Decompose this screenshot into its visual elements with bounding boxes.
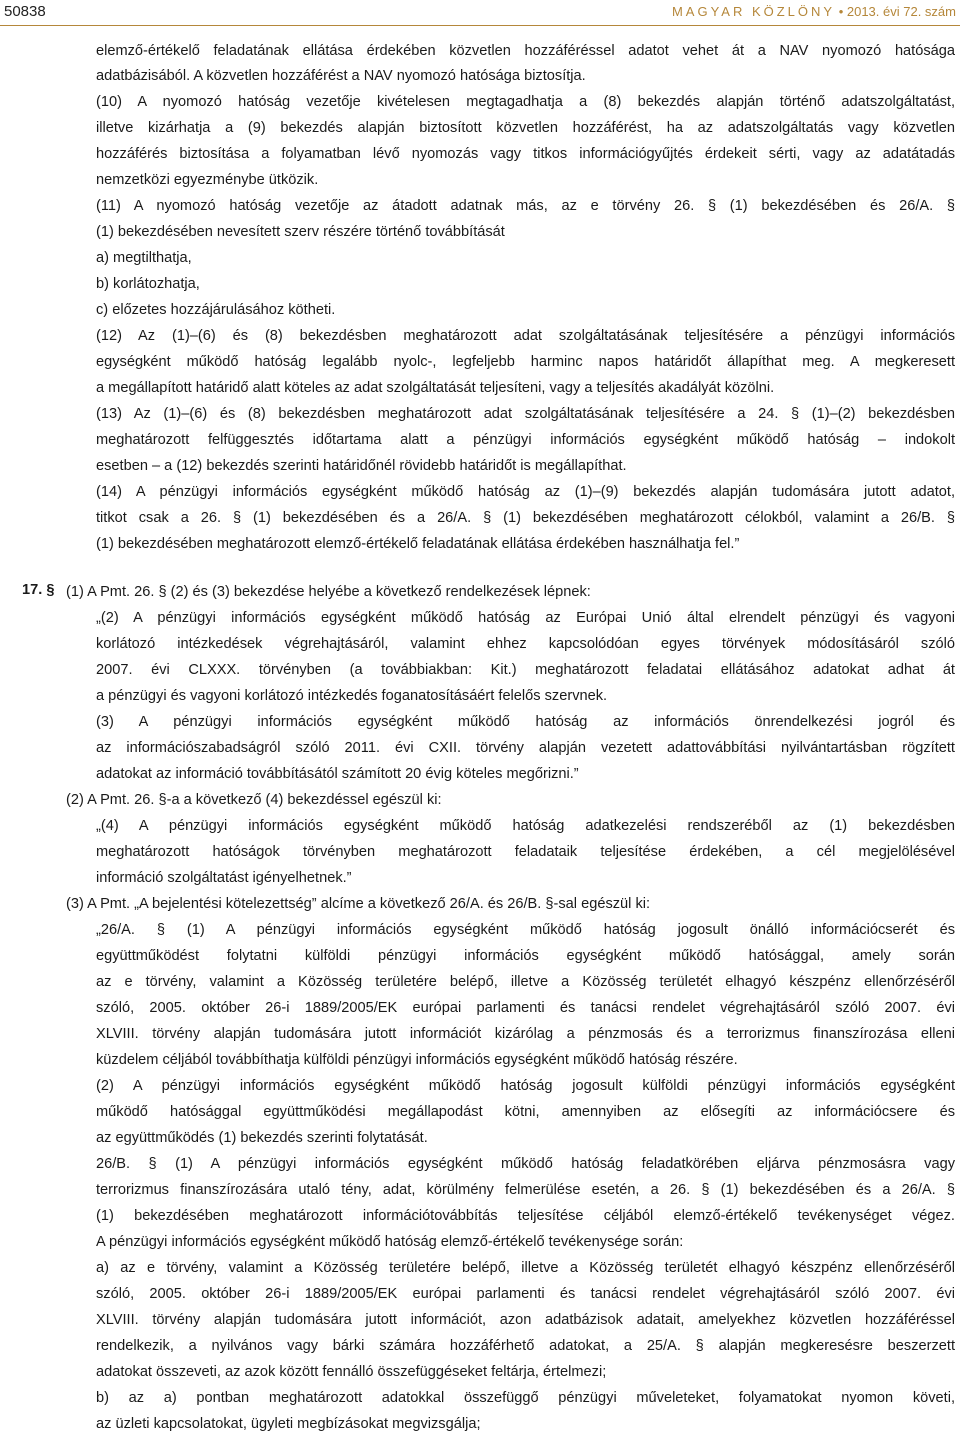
text-line: adatbázisából. A közvetlen hozzáférést a NAV nyomozó hatósága biztosítja. <box>96 68 586 84</box>
text-line: (11) A nyomozó hatóság vezetője az átadott adatnak más, az e törvény 26. § (1) bekezdésében és 26/A. § <box>96 198 955 214</box>
text-line: működő hatósággal együttműködési megállapodást kötni, amennyiben az elősegíti az információcsere és <box>96 1104 955 1120</box>
text-line: hozzáférés biztosítása a folyamatban lévő nyomozás vagy titkos információgyűjtés érdekeit sérti, vagy az adatátadás <box>96 146 955 162</box>
header-rule <box>0 25 960 26</box>
text-line: korlátozó intézkedések végrehajtásáról, valamint ehhez kapcsolódóan egyes törvények módosításáról szóló <box>96 636 955 652</box>
text-line: egységként működő hatóság legalább nyolc-, legfeljebb harminc napos határidőt állapíthat meg. A megkeresett <box>96 354 955 370</box>
text-line: b) korlátozhatja, <box>96 276 200 292</box>
text-line: (2) A Pmt. 26. §-a a következő (4) bekezdéssel egészül ki: <box>66 792 442 808</box>
text-line: (14) A pénzügyi információs egységként működő hatóság az (1)–(9) bekezdés alapján tudomására jutott adatot, <box>96 484 955 500</box>
text-line: nemzetközi egyezménybe ütközik. <box>96 172 319 188</box>
text-line: a) megtilthatja, <box>96 250 192 266</box>
text-line: XLVIII. törvény alapján tudomására jutott információt, azon adatbázisok adatait, amelyekhez közvetlen hozzáféréssel <box>96 1312 955 1328</box>
text-line: 26/B. § (1) A pénzügyi információs egységként működő hatóság feladatkörében eljárva pénzmosásra vagy <box>96 1156 955 1172</box>
text-line: b) az a) pontban meghatározott adatokkal összefüggő pénzügyi műveleteket, folyamatokat nyomon követi, <box>96 1390 955 1406</box>
text-line: 2007. évi CLXXX. törvényben (a továbbiakban: Kit.) meghatározott feladatai ellátásához adatokat adhat át <box>96 662 955 678</box>
text-line: az e törvény, valamint a Közösség területére belépő, illetve a Közösség területét elhagyó készpénz ellenőrzéséről <box>96 974 955 990</box>
text-line: esetben – a (12) bekezdés szerinti határidőnél rövidebb határidőt is megállapíthat. <box>96 458 627 474</box>
text-line: (3) A pénzügyi információs egységként működő hatóság az információs önrendelkezési jogról és <box>96 714 955 730</box>
running-head <box>672 4 956 19</box>
text-line: (1) bekezdésében meghatározott elemző-értékelő feladatának ellátása érdekében használhatja fel.” <box>96 536 740 552</box>
text-line: illetve kizárhatja a (9) bekezdés alapján biztosított közvetlen hozzáférést, ha az adatszolgáltatás vagy közvetlen <box>96 120 955 136</box>
text-line: titkot csak a 26. § (1) bekezdésében és a 26/A. § (1) bekezdésében meghatározott célokból, valamint a 26/B. § <box>96 510 955 526</box>
text-line: „26/A. § (1) A pénzügyi információs egységként működő hatóság jogosult önálló információcserét és <box>96 922 955 938</box>
text-line: az üzleti kapcsolatokat, ügyleti megbízásokat megvizsgálja; <box>96 1416 481 1432</box>
text-line: rendelkezik, a nyilvános vagy bárki számára hozzáférhető adatokat, a 25/A. § alapján megkeresésre beszerzett <box>96 1338 955 1354</box>
text-line: terrorizmus finanszírozására utaló tény, adat, körülmény felmerülése esetén, a 26. § (1) bekezdésében és a 26/A. § <box>96 1182 955 1198</box>
text-line: a) az e törvény, valamint a Közösség területére belépő, illetve a Közösség területét elhagyó készpénz ellenőrzéséről <box>96 1260 955 1276</box>
text-line: c) előzetes hozzájárulásához kötheti. <box>96 302 336 318</box>
page-header <box>0 0 960 30</box>
text-line: (3) A Pmt. „A bejelentési kötelezettség” alcíme a következő 26/A. és 26/B. §-sal egészül ki: <box>66 896 651 912</box>
text-line: (12) Az (1)–(6) és (8) bekezdésben meghatározott adat szolgáltatásának teljesítésére a pénzügyi információs <box>96 328 955 344</box>
text-line: információ szolgáltatást igényelhetnek.” <box>96 870 352 886</box>
text-line: (1) bekezdésében meghatározott információtovábbítás teljesítése céljából elemző-értékelő tevékenységet végez. <box>96 1208 955 1224</box>
issue-info: • 2013. évi 72. szám <box>835 4 956 19</box>
gazette-title: MAGYAR KÖZLÖNY <box>671 4 836 19</box>
section-number: 17. § <box>22 582 55 598</box>
text-line: a megállapított határidő alatt köteles az adat szolgáltatását teljesíteni, vagy a teljesítés akadályát közölni. <box>96 380 775 396</box>
text-line: A pénzügyi információs egységként működő hatóság elemző-értékelő tevékenysége során: <box>96 1234 684 1250</box>
text-line: XLVIII. törvény alapján tudomására jutott információt kizárólag a pénzmosás és a terrorizmus finanszírozása elleni <box>96 1026 955 1042</box>
text-line: adatokat összeveti, az azok között fennálló összefüggéseket feltárja, értelmezi; <box>96 1364 607 1380</box>
text-line: együttműködést folytatni külföldi pénzügyi információs egységként működő hatósággal, amely során <box>96 948 955 964</box>
text-line: elemző-értékelő feladatának ellátása érdekében közvetlen hozzáféréssel adatot vehet át a NAV nyomozó hatósága <box>96 43 955 59</box>
text-line: „(2) A pénzügyi információs egységként működő hatóság az Európai Unió által elrendelt pénzügyi és vagyoni <box>96 610 955 626</box>
text-line: meghatározott felfüggesztés időtartama alatt a pénzügyi információs egységként működő hatóság – indokolt <box>96 432 955 448</box>
text-line: szóló, 2005. október 26-i 1889/2005/EK európai parlamenti és tanácsi rendelet végrehajtásáról szóló 2007. évi <box>96 1000 955 1016</box>
text-line: szóló, 2005. október 26-i 1889/2005/EK európai parlamenti és tanácsi rendelet végrehajtásáról szóló 2007. évi <box>96 1286 955 1302</box>
text-line: küzdelem céljából továbbíthatja külföldi pénzügyi információs egységként működő hatóság részére. <box>96 1052 738 1068</box>
text-line: (13) Az (1)–(6) és (8) bekezdésben meghatározott adat szolgáltatásának teljesítésére a 24. § (1)–(2) bekezdésben <box>96 406 955 422</box>
text-line: az együttműködés (1) bekezdés szerinti folytatását. <box>96 1130 428 1146</box>
page-number: 50838 <box>4 3 46 20</box>
text-line: az információszabadságról szóló 2011. évi CXII. törvény alapján vezetett adattovábbítási nyilvántartásban rögzített <box>96 740 955 756</box>
text-line: (2) A pénzügyi információs egységként működő hatóság jogosult külföldi pénzügyi információs egységként <box>96 1078 955 1094</box>
text-line: (10) A nyomozó hatóság vezetője kivételesen megtagadhatja a (8) bekezdés alapján történő adatszolgáltatást, <box>96 94 955 110</box>
text-line: a pénzügyi és vagyoni korlátozó intézkedés foganatosításáért felelős szervnek. <box>96 688 608 704</box>
text-line: „(4) A pénzügyi információs egységként működő hatóság adatkezelési rendszeréből az (1) bekezdésben <box>96 818 955 834</box>
text-line: meghatározott hatóságok törvényben meghatározott feladataik teljesítése érdekében, a cél megjelölésével <box>96 844 955 860</box>
text-line: adatokat az információ továbbításától számított 20 évig köteles megőrizni.” <box>96 766 579 782</box>
text-line: (1) bekezdésében nevesített szerv részére történő továbbítását <box>96 224 505 240</box>
text-line: (1) A Pmt. 26. § (2) és (3) bekezdése helyébe a következő rendelkezések lépnek: <box>66 584 591 600</box>
